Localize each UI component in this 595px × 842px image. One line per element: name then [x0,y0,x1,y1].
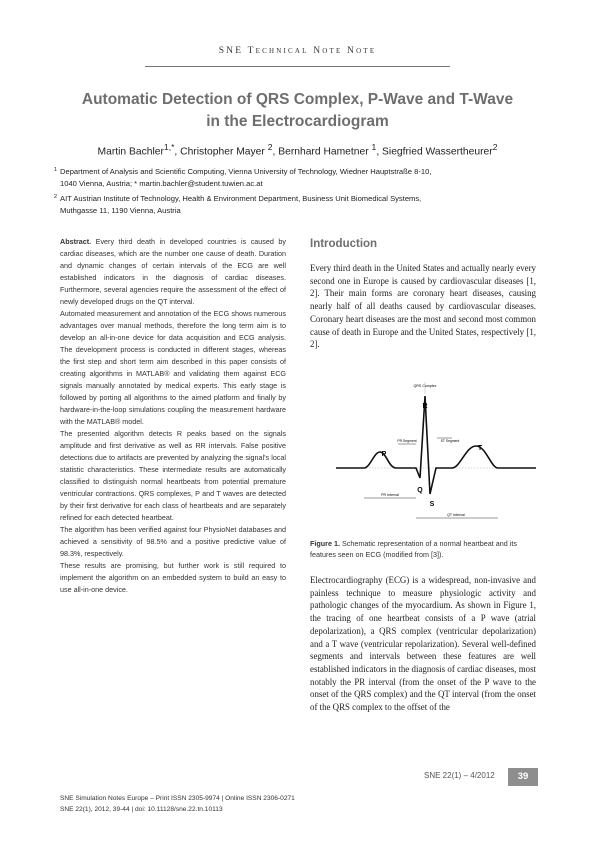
intro-paragraph-2: Electrocardiography (ECG) is a widespread, non-invasive and painless technique to measure physiologic activity and pathologic changes of the myocardium. As shown in Figure 1, the tracing of one heartbeat consists of a P wave (atrial depolarization), a QRS complex (ventricular depolarization) and a T wave (ventricular repolarization). Several well-defined segments and intervals between these features are well established indicators in the diagnosis of cardiac diseases, most notably the PR interval (from the onset of the P wave to the onset of the QRS complex) and the QT interval (from the onset of the QRS complex to the offset of the [310,575,536,713]
abstract-paragraph [60,236,286,308]
footer-doi: SNE 22(1), 2012, 39-44 | doi: 10.11128/sne.22.tn.10113 [60,805,223,813]
t-wave-label: T [477,445,483,452]
abstract-lead: Abstract. [60,237,92,246]
st-segment-label: ST Segment [440,439,460,443]
pr-segment-label: PR Segment [397,439,417,443]
affiliation-number: 2 [54,194,58,200]
qt-interval-label: QT Interval [447,513,465,517]
journal-section-header: SNE Technical Note Note [218,46,377,56]
author-list [40,142,555,157]
pr-interval-label: PR Interval [381,493,399,497]
ecg-waveform [336,396,536,494]
author-name: , Christopher Mayer [174,146,265,158]
abstract-paragraph: The presented algorithm detects R peaks based on the signals amplitude and first derivative as well as RR intervals. False positive detections due to artifacts are prevented by analyzing the signal's local statistic characteristics. These intermediate results are automatically classified to distinguish normal heartbeats from potential premature ventricular contractions. QRS complexes, P and T waves are detected by their first derivative for each class of heartbeats and are separately refined for each detected heartbeat. [60,429,286,522]
abstract-paragraph: These results are promising, but further work is still required to implement the algorithm on an embedded system to build an easy to use all-in-one device. [60,561,286,594]
figure-caption-lead: Figure 1. [310,539,340,548]
affiliation-2 [54,193,550,216]
affiliation-line: AIT Austrian Institute of Technology, Health & Environment Department, Business Unit Biomedical Systems, [60,194,422,203]
paper-title [40,89,555,133]
page-number: 39 [508,768,538,786]
abstract-text: Every third death in developed countries is caused by cardiac diseases, which are the number one cause of death. Duration and dynamic changes of certain intervals of the ECG are well established indicators in the diagnosis of cardiac diseases. Furthermore, several agencies require the assessment of the effect of newly developed drugs on the QT interval. [60,237,286,306]
abstract-block [60,236,286,596]
footer-issn: SNE Simulation Notes Europe – Print ISSN 2305-9974 | Online ISSN 2306-0271 [60,795,295,802]
affiliation-1 [54,166,550,189]
abstract-paragraph: The algorithm has been verified against four PhysioNet databases and achieved a sensitivity of 98.5% and a positive predictive value of 98.3%, respectively. [60,525,286,558]
figure-caption-text: Schematic representation of a normal heartbeat and its features seen on ECG (modified from [3]). [310,539,517,559]
affiliation-line: Muthgasse 11, 1190 Vienna, Austria [60,205,181,215]
journal-footer [60,794,295,815]
intro-paragraph-1: Every third death in the United States and actually nearly every second one in Europe is caused by cardiovascular diseases [1, 2]. Their main forms are coronary heart diseases, causing nearly half of all deaths caused by cardiovascular diseases. Coronary heart diseases are the most and second most common cause of death in Europe and the United States, respectively [1, 2]. [310,263,536,350]
q-wave-label: Q [417,487,423,494]
qrs-complex-label: QRS Complex [413,384,437,388]
author-name: , Bernhard Hametner [272,146,369,158]
author-affiliation-mark: 2 [492,142,498,152]
ecg-schematic-figure [336,382,536,526]
author-affiliation-mark: 1 [371,142,377,152]
affiliation-number: 1 [54,167,58,173]
r-wave-label: R [422,403,428,410]
author-affiliation-mark: 2 [267,142,273,152]
p-wave-label: P [381,451,387,458]
author-name: Martin Bachler [97,146,164,158]
header-divider [145,66,450,67]
abstract-paragraph: Automated measurement and annotation of the ECG shows numerous advantages over manual methods, therefore the long term aim is to develop an all-in-one device for data acquisition and ECG analysis. The development process is conducted in different stages, whereas the first step and short term aim described in this paper consists of creating algorithms in MATLAB® and validating them against ECG signals manually annotated by medical experts. This early stage is followed by porting all algorithms to the aimed platform and finally by hardware-in-the-loop simulations coupling the measurement hardware with the MATLAB® model. [60,309,286,426]
affiliation-line: Department of Analysis and Scientific Computing, Vienna University of Technology, Wiedner Hauptstraße 8-10, [60,167,432,176]
figure-caption [310,538,536,560]
section-heading-introduction: Introduction [310,238,378,250]
author-name: , Siegfried Wassertheurer [376,146,493,158]
issue-tag: SNE 22(1) – 4/2012 [424,771,495,780]
title-line-2: in the Electrocardiogram [206,113,389,130]
author-affiliation-mark: 1,* [163,142,175,152]
title-line-1: Automatic Detection of QRS Complex, P-Wave and T-Wave [81,91,514,108]
s-wave-label: S [429,501,435,508]
affiliation-line: 1040 Vienna, Austria; * martin.bachler@student.tuwien.ac.at [60,178,263,188]
